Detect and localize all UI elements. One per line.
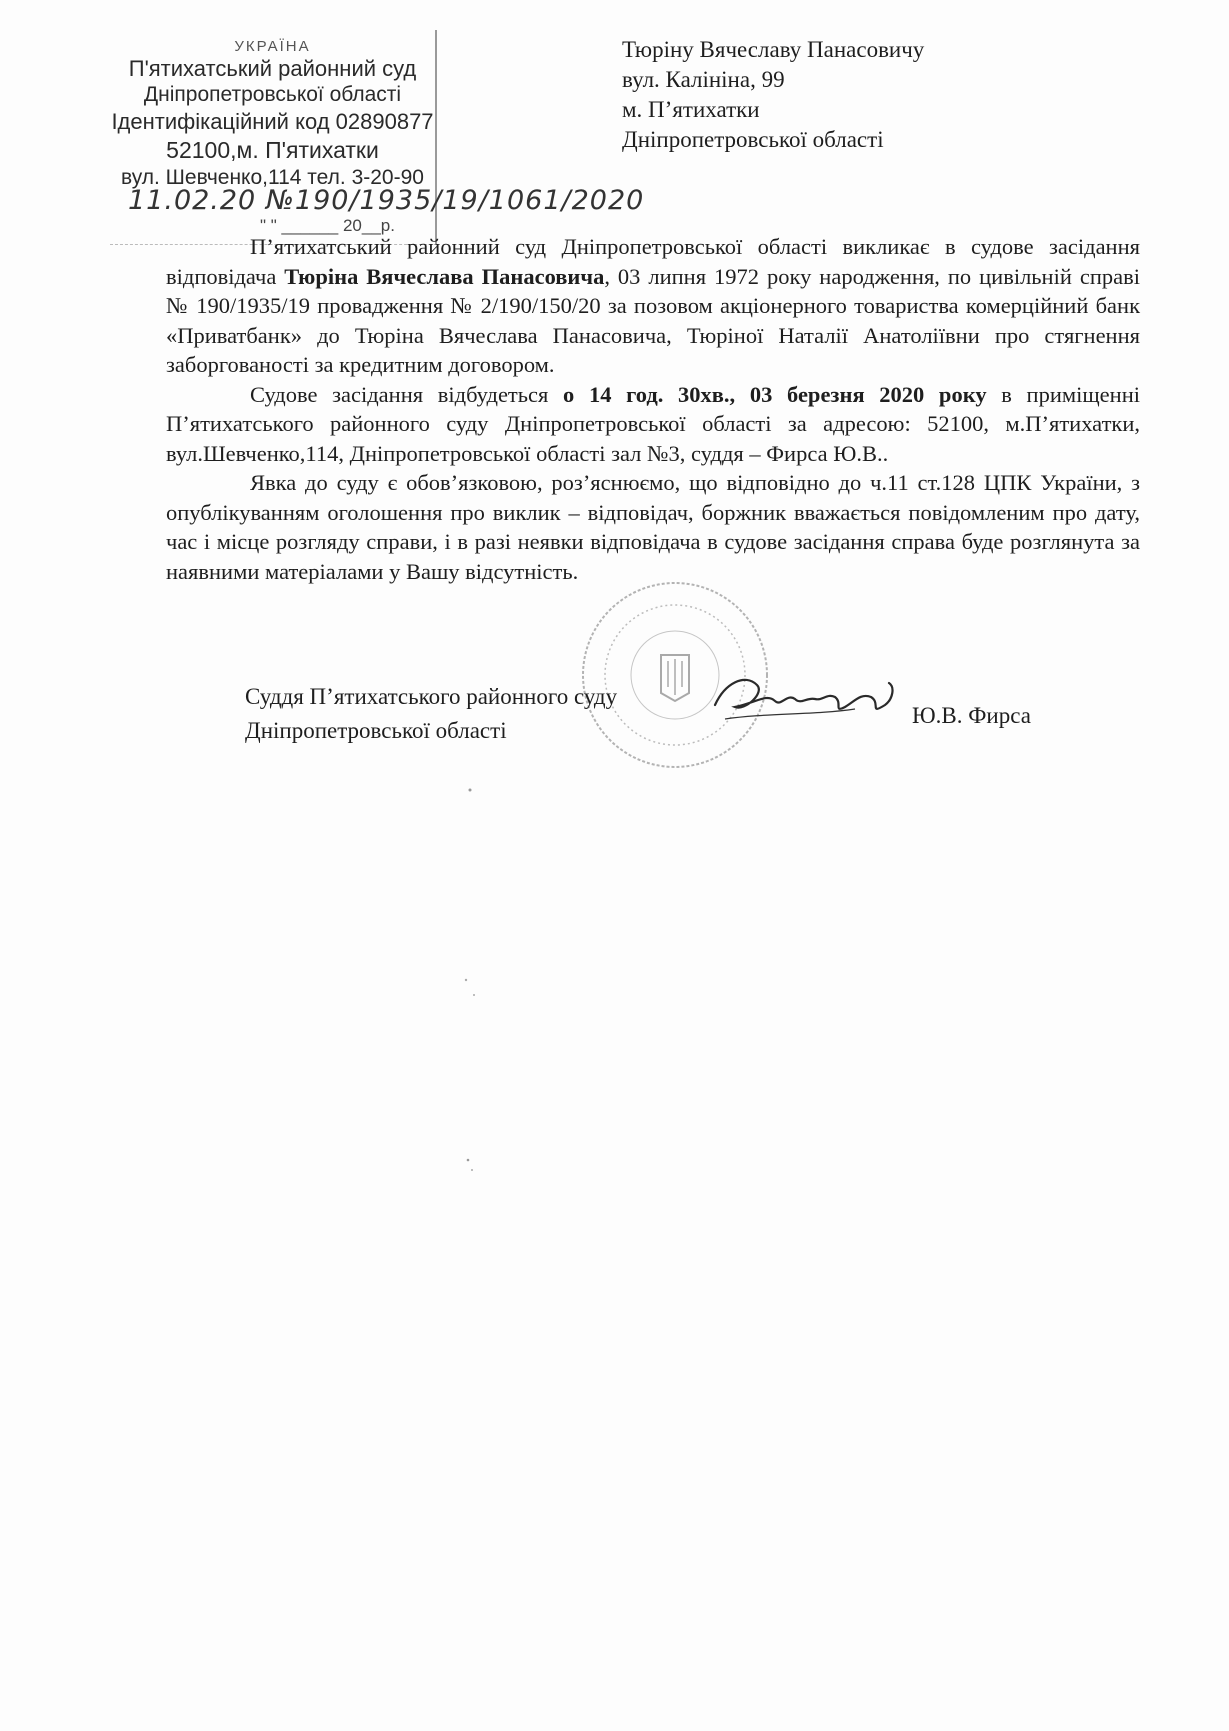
defendant-name: Тюріна Вячеслава Панасовича: [284, 263, 605, 289]
stamp-court: П'ятихатський районний суд: [128, 56, 417, 81]
stamp-id-code: Ідентифікаційний код 02890877: [111, 109, 434, 134]
judge-name: Ю.В. Фирса: [912, 703, 1031, 728]
judge-title-line1: Суддя П’ятихатського районного суду: [245, 684, 618, 709]
addressee-region: Дніпропетровської області: [622, 127, 884, 152]
judge-title-line2: Дніпропетровської області: [245, 718, 507, 743]
stamp-handwritten-number: 11.02.20 №190/1935/19/1061/2020: [128, 185, 645, 216]
p2-text-b: в приміщенні П’ятихатського районного суду Дніпропетровської області за адресою: 52100, м.П’ятихатки, вул.Шевченко,114, Дніпропетровської області зал №3, суддя – Фирса Ю.В..: [166, 381, 1141, 466]
stamp-country: УКРАЇНА: [234, 38, 311, 55]
addressee-street: вул. Калініна, 99: [622, 67, 785, 92]
paragraph-attendance: Явка до суду є обов’язковою, роз’яснюємо, що відповідно до ч.11 ст.128 ЦПК України, з опублікуванням оголошення про виклик – відповідач, боржник вважається повідомленим про дату, час і місце розгляду справи, і в разі неявки відповідача в судове засідання справа буде розглянута за наявними матеріалами у Вашу відсутність.: [166, 470, 1140, 584]
summons-body: [166, 232, 1140, 586]
p2-text-a: Судове засідання відбудеться: [250, 381, 564, 407]
stamp-date-blank: " " ______ 20__р.: [260, 216, 395, 235]
court-stamp: [110, 30, 645, 245]
p1-text-b: , 03 липня 1972 року народження, по цивільній справі № 190/1935/19 провадження № 2/190/150/20 за позовом акціонерного товариства комерційний банк «Приватбанк» до Тюріна Вячеслава Панасовича, Тюріної Наталії Анатоліївни про стягнення заборгованості за кредитним договором.: [166, 263, 1140, 377]
paragraph-summons: [166, 232, 1140, 380]
scan-specks: [440, 740, 500, 1240]
stamp-city: 52100,м. П'ятихатки: [166, 137, 379, 163]
addressee-name: Тюріну Вячеславу Панасовичу: [622, 37, 925, 62]
hearing-time: о 14 год. 30хв., 03 березня 2020 року: [563, 381, 987, 407]
stamp-region: Дніпропетровської області: [143, 83, 402, 106]
p1-text-a: П’ятихатський районний суд Дніпропетровської області викликає в судове засідання відповідача: [166, 234, 1140, 289]
addressee-city: м. П’ятихатки: [622, 97, 760, 122]
addressee-block: [622, 35, 924, 155]
handwritten-signature-icon: [705, 663, 905, 733]
judge-title: [245, 680, 617, 748]
paragraph-hearing: [166, 380, 1140, 469]
stamp-street: вул. Шевченко,114 тел. 3-20-90: [121, 166, 424, 189]
